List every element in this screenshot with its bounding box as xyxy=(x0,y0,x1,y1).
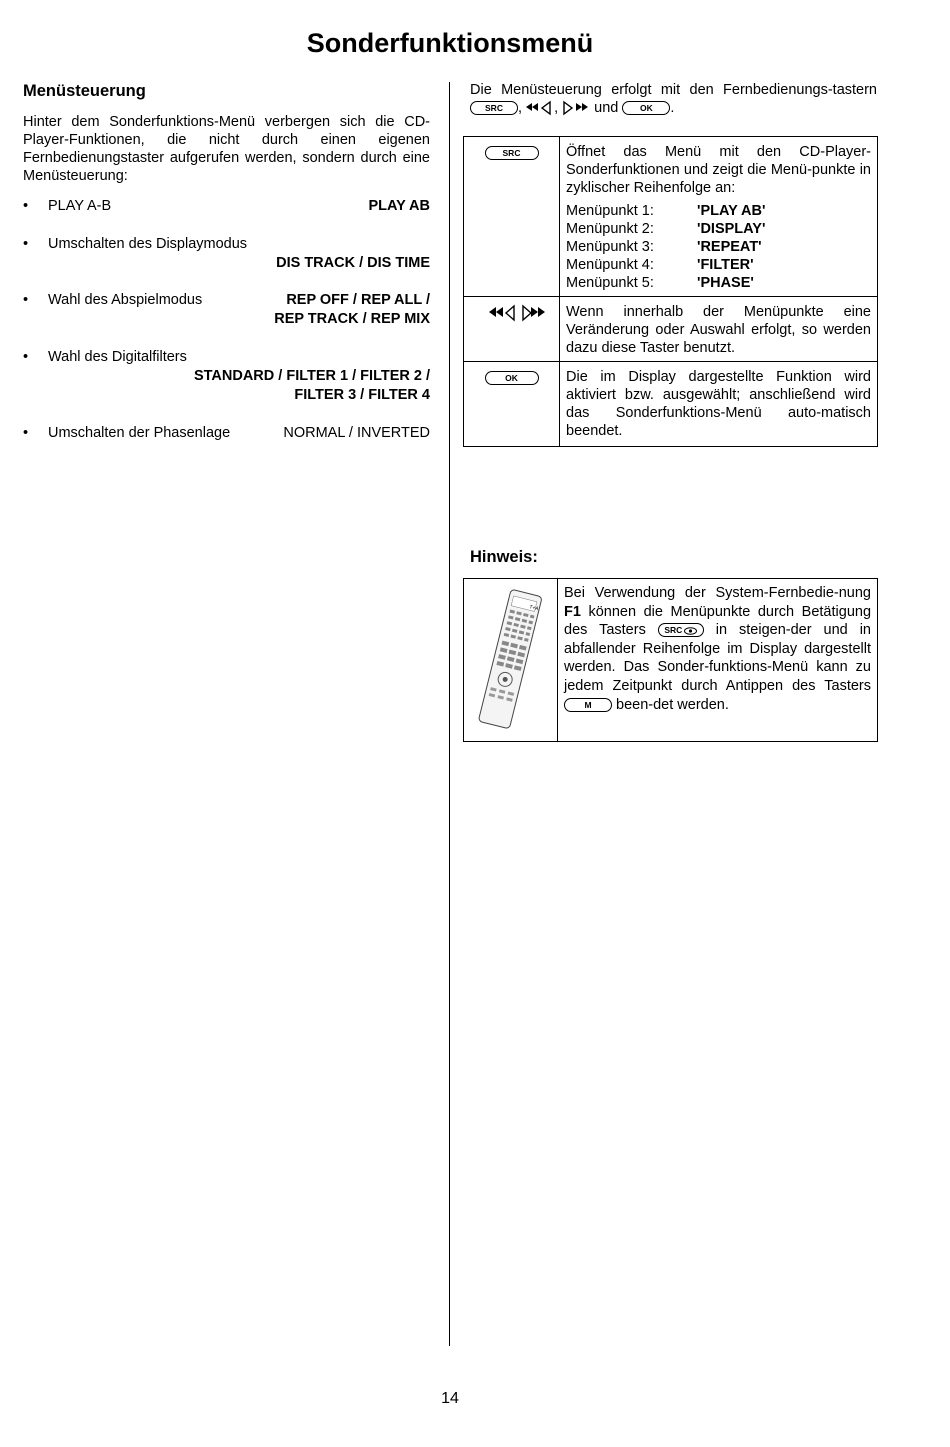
remote-model-name: F1 xyxy=(564,603,581,620)
hinweis-text-part: können die Menüpunkte durch Betätigung des Tasters xyxy=(564,603,872,639)
description-cell xyxy=(560,137,878,297)
table-row xyxy=(464,297,878,362)
eye-icon xyxy=(684,627,697,635)
hinweis-text-part: Bei Verwendung der System-Fernbedie-nung xyxy=(564,585,871,601)
separator: . xyxy=(670,100,675,116)
table-row xyxy=(464,362,878,447)
ok-button-icon: OK xyxy=(622,101,670,115)
separator: , xyxy=(518,100,523,116)
bullet-icon: • xyxy=(23,198,29,214)
hinweis-heading: Hinweis: xyxy=(470,548,538,566)
src-eye-button-icon xyxy=(658,623,704,637)
intro-text: Die Menüsteuerung erfolgt mit den Fernbedienungs-tastern xyxy=(470,82,877,98)
key-function-table xyxy=(463,136,878,447)
forward-right-icon xyxy=(562,100,590,116)
key-cell xyxy=(464,137,560,297)
right-intro-paragraph xyxy=(470,81,877,117)
menu-item-value: 'REPEAT' xyxy=(697,239,762,255)
list-item xyxy=(23,291,430,331)
list-item-value: DIS TRACK / DIS TIME xyxy=(276,255,430,271)
page-number: 14 xyxy=(441,1390,459,1407)
list-item xyxy=(23,197,430,217)
list-item-value: PLAY AB xyxy=(368,198,430,214)
menu-item xyxy=(566,220,871,238)
src-label: SRC xyxy=(664,625,683,636)
separator: , xyxy=(554,100,559,116)
menu-item-label: Menüpunkt 2: xyxy=(566,221,654,237)
remote-brand-logo: T+A xyxy=(528,604,540,613)
src-button-icon: SRC xyxy=(470,101,518,115)
src-button-icon: SRC xyxy=(485,146,539,160)
list-item-label: Wahl des Digitalfilters xyxy=(48,349,187,365)
list-item-value-line2: FILTER 3 / FILTER 4 xyxy=(294,387,430,403)
hinweis-text-part: been-det werden. xyxy=(616,696,729,713)
list-item-label: PLAY A-B xyxy=(48,198,112,214)
list-item-value-line2: REP TRACK / REP MIX xyxy=(274,311,430,327)
hinweis-box xyxy=(463,578,878,742)
section-heading-menusteuerung: Menüsteuerung xyxy=(23,82,146,100)
remote-control-image xyxy=(464,585,556,735)
rewind-left-icon xyxy=(526,100,554,116)
navigation-arrows-icon xyxy=(476,304,548,322)
description-cell: Wenn innerhalb der Menüpunkte eine Veränderung oder Auswahl erfolgt, so werden dazu diese Taster benutzt. xyxy=(560,297,878,362)
list-item-label: Umschalten des Displaymodus xyxy=(48,236,248,252)
src-description: Öffnet das Menü mit den CD-Player-Sonderfunktionen und zeigt die Menü-punkte in zyklischer Reihenfolge an: xyxy=(566,144,871,196)
menu-item-value: 'PLAY AB' xyxy=(697,203,766,219)
intro-and: und xyxy=(594,100,619,116)
list-item xyxy=(23,424,430,444)
m-button-icon: M xyxy=(564,698,612,712)
list-item-label: Umschalten der Phasenlage xyxy=(48,425,231,441)
table-row xyxy=(464,579,878,742)
menu-item-label: Menüpunkt 1: xyxy=(566,203,654,219)
menu-item-label: Menüpunkt 4: xyxy=(566,257,654,273)
hinweis-text xyxy=(558,579,878,742)
list-item-value: NORMAL / INVERTED xyxy=(283,425,430,441)
hinweis-text-part: in steigen-der und in abfallender Reihenfolge im Display dargestellt werden. Das Sonder-funktions-Menü kann zu jedem Zeitpunkt durch Antippen des Tasters xyxy=(564,622,871,694)
list-item-value: REP OFF / REP ALL / xyxy=(286,292,430,308)
list-item-label: Wahl des Abspielmodus xyxy=(48,292,203,308)
menu-item-label: Menüpunkt 5: xyxy=(566,275,654,291)
list-item xyxy=(23,235,430,275)
bullet-icon: • xyxy=(23,236,29,252)
list-item xyxy=(23,348,430,406)
menu-item-label: Menüpunkt 3: xyxy=(566,239,654,255)
bullet-icon: • xyxy=(23,292,29,308)
menu-item xyxy=(566,256,871,274)
description-cell: Die im Display dargestellte Funktion wird aktiviert bzw. ausgewählt; anschließend wird das Sonderfunktions-Menü auto-matisch beendet. xyxy=(560,362,878,447)
intro-paragraph: Hinter dem Sonderfunktions-Menü verbergen sich die CD-Player-Funktionen, die nicht durch einen eigenen Fernbedienungstaster aufgerufen werden, sondern durch eine Menüsteuerung: xyxy=(23,114,430,184)
table-row xyxy=(464,137,878,297)
column-divider xyxy=(449,82,450,1346)
menu-item-value: 'FILTER' xyxy=(697,257,754,273)
list-item-value: STANDARD / FILTER 1 / FILTER 2 / xyxy=(193,368,430,384)
page-title: Sonderfunktionsmenü xyxy=(306,28,594,58)
menu-item xyxy=(566,238,871,256)
ok-button-icon: OK xyxy=(485,371,539,385)
menu-item xyxy=(566,274,871,292)
key-cell xyxy=(464,362,560,447)
remote-image-cell xyxy=(464,579,558,742)
menu-item xyxy=(566,202,871,220)
bullet-icon: • xyxy=(23,425,29,441)
key-cell xyxy=(464,297,560,362)
menu-item-value: 'PHASE' xyxy=(697,275,754,291)
bullet-icon: • xyxy=(23,349,29,365)
menu-item-value: 'DISPLAY' xyxy=(697,221,766,237)
